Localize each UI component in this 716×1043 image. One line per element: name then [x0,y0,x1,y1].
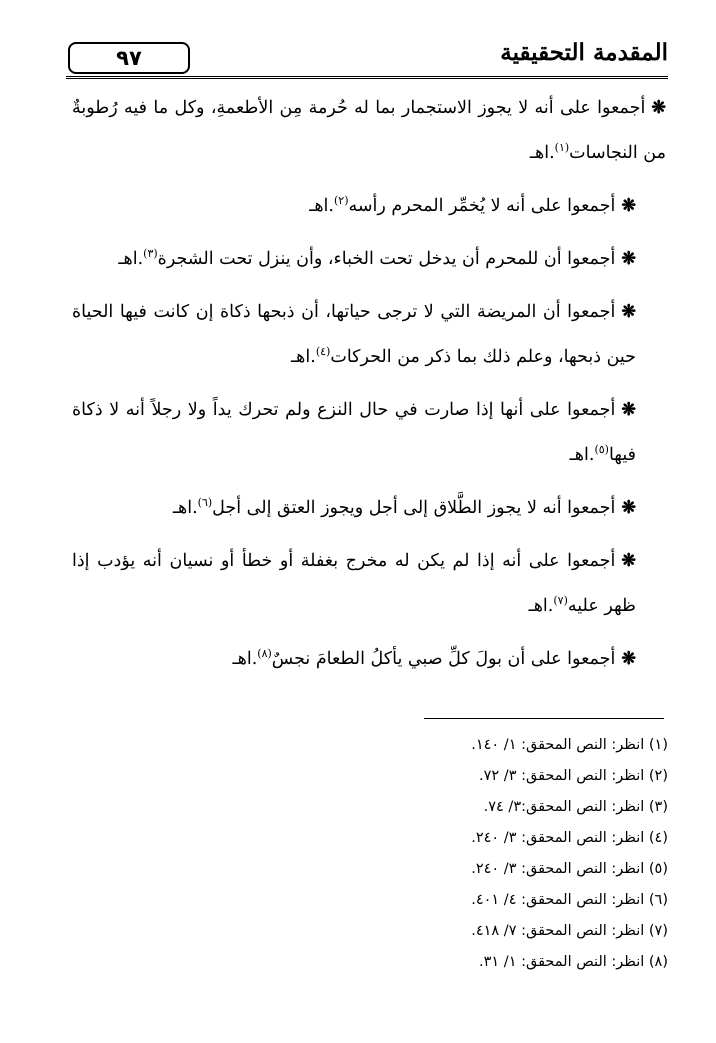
footnote: (٧) انظر: النص المحقق: ٧/ ٤١٨. [471,923,668,939]
paragraph-text: أجمعوا أن المريضة التي لا ترجى حياتها، أن ذبحها ذكاة إن كانت فيها الحياة حين ذبحها، وعلم ذلك بما ذكر من الحركات [72,302,636,367]
paragraph [72,539,666,629]
footnote-reference[interactable]: (٦) [197,496,213,510]
footnote: (٣) انظر: النص المحقق:٣/ ٧٤. [483,799,668,815]
page-number: ٩٧ [68,42,190,74]
star-bullet-icon: ❋ [621,498,636,518]
paragraph-text: أجمعوا على أنها إذا صارت في حال النزع ولم تحرك يداً ولا رجلاً أنه لا ذكاة فيها [72,400,636,465]
footnote: (٨) انظر: النص المحقق: ١/ ٣١. [479,954,668,970]
footnotes [300,730,668,978]
paragraph-text: أجمعوا على أنه لا يُخمِّر المحرم رأسه [348,196,616,216]
paragraph-text: أجمعوا أنه لا يجوز الطَّلاق إلى أجل ويجوز العتق إلى أجل [212,498,616,518]
footnote-separator [424,718,664,719]
paragraph-end: .اهـ [529,143,555,163]
footnote: (٥) انظر: النص المحقق: ٣/ ٢٤٠. [471,861,668,877]
paragraph [72,237,666,282]
paragraph [72,86,666,176]
star-bullet-icon: ❋ [621,551,636,571]
footnote: (٦) انظر: النص المحقق: ٤/ ٤٠١. [471,892,668,908]
footnote-reference[interactable]: (٧) [553,594,568,608]
footnote-reference[interactable]: (٤) [315,345,331,359]
paragraph [72,290,666,380]
footnote-reference[interactable]: (٣) [143,247,158,261]
paragraph [72,388,666,478]
star-bullet-icon: ❋ [621,649,636,669]
paragraph-end: .اهـ [118,249,144,269]
paragraph [72,486,666,531]
footnote-reference[interactable]: (٢) [333,194,349,208]
paragraph-text: أجمعوا على أنه لا يجوز الاستجمار بما له حُرمة مِن الأطعمةِ، وكل ما فيه رُطوبةٌ من النجاسات [72,98,666,163]
star-bullet-icon: ❋ [621,302,636,322]
paragraph [72,637,666,682]
page-header [60,36,668,80]
footnote-reference[interactable]: (١) [554,141,570,155]
running-title: المقدمة التحقيقية [500,39,668,66]
footnote: (٤) انظر: النص المحقق: ٣/ ٢٤٠. [471,830,668,846]
star-bullet-icon: ❋ [621,249,636,269]
footnote: (٢) انظر: النص المحقق: ٣/ ٧٢. [479,768,668,784]
paragraph-text: أجمعوا أن للمحرم أن يدخل تحت الخباء، وأن ينزل تحت الشجرة [157,249,616,269]
paragraph-end: .اهـ [569,445,595,465]
paragraph-end: .اهـ [309,196,334,216]
footnote-reference[interactable]: (٨) [257,647,272,661]
star-bullet-icon: ❋ [621,196,636,216]
main-text [72,86,666,690]
paragraph-end: .اهـ [172,498,198,518]
paragraph-text: أجمعوا على أنه إذا لم يكن له مخرج بغفلة أو خطأ أو نسيان أنه يؤدب إذا ظهر عليه [72,551,636,616]
paragraph-end: .اهـ [528,596,554,616]
paragraph [72,184,666,229]
header-rule [66,76,668,79]
footnote: (١) انظر: النص المحقق: ١/ ١٤٠. [471,737,668,753]
star-bullet-icon: ❋ [651,98,666,118]
paragraph-text: أجمعوا على أن بولَ كلِّ صبي يأكلُ الطعامَ نجسٌ [271,649,616,669]
paragraph-end: .اهـ [291,347,316,367]
paragraph-end: .اهـ [232,649,258,669]
star-bullet-icon: ❋ [621,400,636,420]
footnote-reference[interactable]: (٥) [594,443,609,457]
